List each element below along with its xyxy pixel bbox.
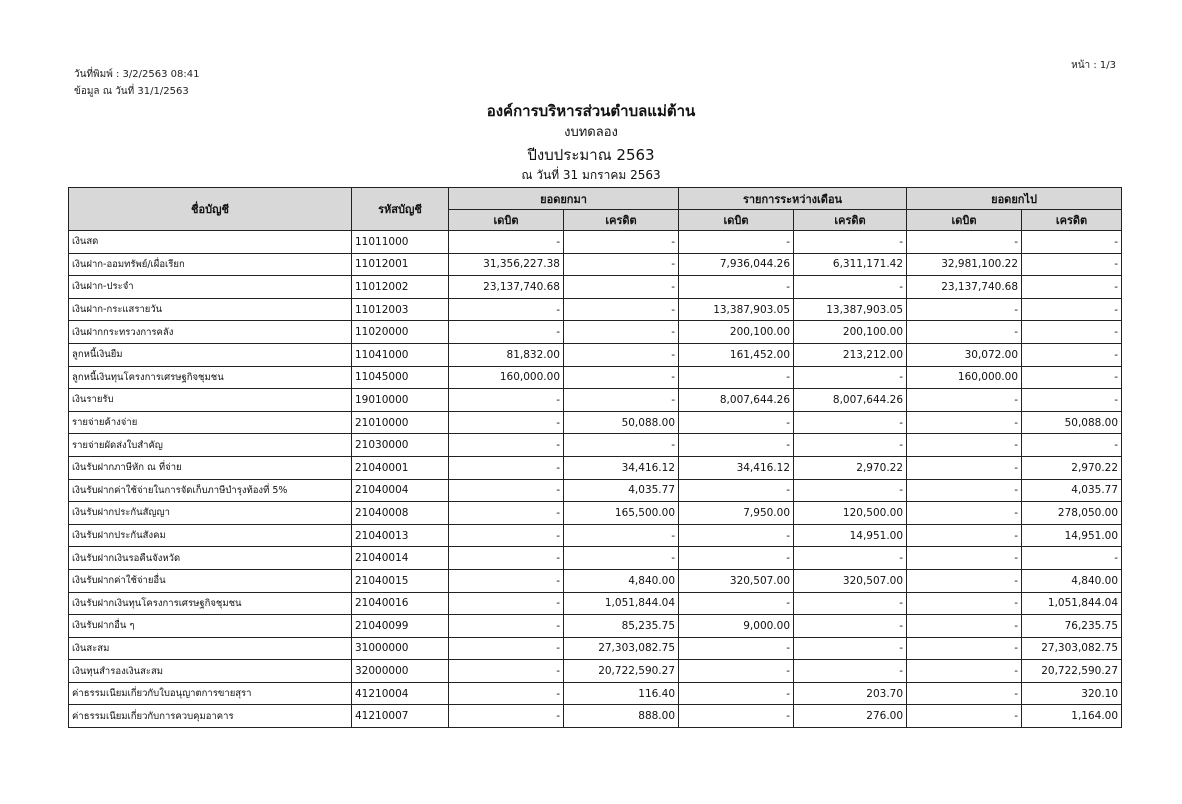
month-credit-cell: - <box>794 411 907 434</box>
opening-credit-cell: 34,416.12 <box>564 456 679 479</box>
opening-credit-cell: - <box>564 434 679 457</box>
header-month-debit: เดบิต <box>679 210 794 231</box>
fiscal-year: ปีงบประมาณ 2563 <box>527 146 655 164</box>
account-code-cell: 21040016 <box>352 592 449 615</box>
month-credit-cell: 13,387,903.05 <box>794 298 907 321</box>
opening-credit-cell: 116.40 <box>564 682 679 705</box>
opening-credit-cell: - <box>564 389 679 412</box>
opening-credit-cell: 85,235.75 <box>564 615 679 638</box>
month-credit-cell: - <box>794 231 907 254</box>
closing-debit-cell: 30,072.00 <box>907 343 1022 366</box>
opening-credit-cell: - <box>564 524 679 547</box>
table-row <box>69 705 1122 728</box>
month-debit-cell: - <box>679 637 794 660</box>
closing-debit-cell: - <box>907 434 1022 457</box>
month-credit-cell: 8,007,644.26 <box>794 389 907 412</box>
opening-credit-cell: - <box>564 253 679 276</box>
account-name-cell: เงินรับฝากภาษีหัก ณ ที่จ่าย <box>69 456 352 479</box>
opening-credit-cell: 1,051,844.04 <box>564 592 679 615</box>
account-name-cell: เงินรับฝากเงินทุนโครงการเศรษฐกิจชุมชน <box>69 592 352 615</box>
account-name-cell: เงินรับฝากประกันสังคม <box>69 524 352 547</box>
account-name-cell: เงินรับฝากเงินรอคืนจังหวัด <box>69 547 352 570</box>
opening-debit-cell: 23,137,740.68 <box>449 276 564 299</box>
closing-credit-cell: - <box>1022 231 1122 254</box>
month-debit-cell: - <box>679 231 794 254</box>
month-credit-cell: 203.70 <box>794 682 907 705</box>
opening-credit-cell: - <box>564 366 679 389</box>
opening-debit-cell: - <box>449 321 564 344</box>
account-code-cell: 31000000 <box>352 637 449 660</box>
opening-credit-cell: - <box>564 231 679 254</box>
opening-debit-cell: - <box>449 637 564 660</box>
report-header <box>0 100 1182 184</box>
closing-credit-cell: - <box>1022 321 1122 344</box>
month-debit-cell: - <box>679 434 794 457</box>
print-date: วันที่พิมพ์ : 3/2/2563 08:41 <box>74 69 200 80</box>
closing-debit-cell: - <box>907 637 1022 660</box>
report-title: งบทดลอง <box>564 125 618 140</box>
closing-credit-cell: 2,970.22 <box>1022 456 1122 479</box>
opening-credit-cell: 20,722,590.27 <box>564 660 679 683</box>
opening-credit-cell: 4,035.77 <box>564 479 679 502</box>
table-row <box>69 502 1122 525</box>
table-row <box>69 660 1122 683</box>
header-during-month: รายการระหว่างเดือน <box>679 188 907 210</box>
month-credit-cell: 120,500.00 <box>794 502 907 525</box>
month-debit-cell: 200,100.00 <box>679 321 794 344</box>
account-name-cell: เงินทุนสำรองเงินสะสม <box>69 660 352 683</box>
month-credit-cell: - <box>794 434 907 457</box>
account-code-cell: 11041000 <box>352 343 449 366</box>
account-name-cell: เงินรายรับ <box>69 389 352 412</box>
month-debit-cell: 8,007,644.26 <box>679 389 794 412</box>
month-debit-cell: - <box>679 660 794 683</box>
closing-credit-cell: 76,235.75 <box>1022 615 1122 638</box>
month-credit-cell: - <box>794 615 907 638</box>
opening-debit-cell: - <box>449 592 564 615</box>
account-name-cell: ลูกหนี้เงินยืม <box>69 343 352 366</box>
table-row <box>69 592 1122 615</box>
month-debit-cell: - <box>679 705 794 728</box>
account-code-cell: 11020000 <box>352 321 449 344</box>
account-code-cell: 11012001 <box>352 253 449 276</box>
opening-debit-cell: - <box>449 411 564 434</box>
closing-credit-cell: 320.10 <box>1022 682 1122 705</box>
table-row <box>69 615 1122 638</box>
month-debit-cell: 34,416.12 <box>679 456 794 479</box>
account-name-cell: ลูกหนี้เงินทุนโครงการเศรษฐกิจชุมชน <box>69 366 352 389</box>
opening-credit-cell: 165,500.00 <box>564 502 679 525</box>
month-debit-cell: - <box>679 479 794 502</box>
closing-credit-cell: 1,164.00 <box>1022 705 1122 728</box>
header-closing-debit: เดบิต <box>907 210 1022 231</box>
opening-debit-cell: - <box>449 547 564 570</box>
account-code-cell: 21040008 <box>352 502 449 525</box>
account-name-cell: เงินรับฝากค่าใช้จ่ายในการจัดเก็บภาษีบำรุงท้องที่ 5% <box>69 479 352 502</box>
table-row <box>69 343 1122 366</box>
header-closing-credit: เครดิต <box>1022 210 1122 231</box>
table-row <box>69 524 1122 547</box>
opening-credit-cell: 27,303,082.75 <box>564 637 679 660</box>
closing-debit-cell: - <box>907 502 1022 525</box>
opening-debit-cell: - <box>449 298 564 321</box>
month-debit-cell: 13,387,903.05 <box>679 298 794 321</box>
table-row <box>69 298 1122 321</box>
opening-credit-cell: - <box>564 298 679 321</box>
opening-debit-cell: 31,356,227.38 <box>449 253 564 276</box>
account-name-cell: เงินฝาก-กระแสรายวัน <box>69 298 352 321</box>
month-debit-cell: - <box>679 547 794 570</box>
account-code-cell: 11045000 <box>352 366 449 389</box>
month-credit-cell: 6,311,171.42 <box>794 253 907 276</box>
table-row <box>69 434 1122 457</box>
month-credit-cell: 200,100.00 <box>794 321 907 344</box>
opening-credit-cell: - <box>564 321 679 344</box>
table-row <box>69 253 1122 276</box>
opening-credit-cell: - <box>564 343 679 366</box>
closing-debit-cell: - <box>907 615 1022 638</box>
account-code-cell: 21030000 <box>352 434 449 457</box>
closing-debit-cell: - <box>907 660 1022 683</box>
table-row <box>69 637 1122 660</box>
closing-debit-cell: - <box>907 682 1022 705</box>
month-debit-cell: - <box>679 411 794 434</box>
month-credit-cell: - <box>794 637 907 660</box>
header-account-name: ชื่อบัญชี <box>69 188 352 231</box>
month-debit-cell: 7,936,044.26 <box>679 253 794 276</box>
opening-debit-cell: 81,832.00 <box>449 343 564 366</box>
closing-credit-cell: 278,050.00 <box>1022 502 1122 525</box>
account-code-cell: 11011000 <box>352 231 449 254</box>
month-debit-cell: 320,507.00 <box>679 569 794 592</box>
account-code-cell: 21040001 <box>352 456 449 479</box>
month-credit-cell: 14,951.00 <box>794 524 907 547</box>
table-row <box>69 276 1122 299</box>
closing-credit-cell: 14,951.00 <box>1022 524 1122 547</box>
month-debit-cell: 9,000.00 <box>679 615 794 638</box>
month-credit-cell: - <box>794 276 907 299</box>
account-code-cell: 11012003 <box>352 298 449 321</box>
account-code-cell: 11012002 <box>352 276 449 299</box>
account-name-cell: เงินฝาก-ออมทรัพย์/เผื่อเรียก <box>69 253 352 276</box>
closing-debit-cell: 160,000.00 <box>907 366 1022 389</box>
closing-debit-cell: - <box>907 569 1022 592</box>
opening-debit-cell: - <box>449 682 564 705</box>
closing-debit-cell: - <box>907 705 1022 728</box>
header-month-credit: เครดิต <box>794 210 907 231</box>
data-date: ข้อมูล ณ วันที่ 31/1/2563 <box>74 86 189 97</box>
closing-debit-cell: - <box>907 592 1022 615</box>
opening-credit-cell: - <box>564 276 679 299</box>
header-closing: ยอดยกไป <box>907 188 1122 210</box>
closing-debit-cell: - <box>907 547 1022 570</box>
closing-debit-cell: - <box>907 524 1022 547</box>
account-code-cell: 41210004 <box>352 682 449 705</box>
account-code-cell: 21010000 <box>352 411 449 434</box>
account-code-cell: 21040014 <box>352 547 449 570</box>
account-name-cell: เงินสะสม <box>69 637 352 660</box>
month-credit-cell: 213,212.00 <box>794 343 907 366</box>
closing-credit-cell: 27,303,082.75 <box>1022 637 1122 660</box>
closing-credit-cell: - <box>1022 276 1122 299</box>
account-code-cell: 21040099 <box>352 615 449 638</box>
opening-debit-cell: - <box>449 479 564 502</box>
account-name-cell: เงินฝาก-ประจำ <box>69 276 352 299</box>
account-code-cell: 21040004 <box>352 479 449 502</box>
closing-debit-cell: - <box>907 231 1022 254</box>
month-credit-cell: - <box>794 592 907 615</box>
table-row <box>69 479 1122 502</box>
month-debit-cell: 7,950.00 <box>679 502 794 525</box>
table-row <box>69 231 1122 254</box>
closing-debit-cell: 32,981,100.22 <box>907 253 1022 276</box>
month-debit-cell: - <box>679 524 794 547</box>
header-account-code: รหัสบัญชี <box>352 188 449 231</box>
opening-debit-cell: - <box>449 569 564 592</box>
account-code-cell: 21040015 <box>352 569 449 592</box>
account-name-cell: ค่าธรรมเนียมเกี่ยวกับใบอนุญาตการขายสุรา <box>69 682 352 705</box>
closing-credit-cell: 4,840.00 <box>1022 569 1122 592</box>
closing-debit-cell: - <box>907 389 1022 412</box>
month-credit-cell: - <box>794 479 907 502</box>
table-row <box>69 389 1122 412</box>
account-name-cell: เงินรับฝากอื่น ๆ <box>69 615 352 638</box>
account-code-cell: 41210007 <box>352 705 449 728</box>
table-row <box>69 321 1122 344</box>
closing-credit-cell: 1,051,844.04 <box>1022 592 1122 615</box>
opening-debit-cell: - <box>449 660 564 683</box>
month-debit-cell: - <box>679 276 794 299</box>
closing-credit-cell: 4,035.77 <box>1022 479 1122 502</box>
closing-debit-cell: - <box>907 479 1022 502</box>
trial-balance-table <box>68 187 1122 728</box>
month-credit-cell: 320,507.00 <box>794 569 907 592</box>
organization-title: องค์การบริหารส่วนตำบลแม่ต้าน <box>486 102 696 120</box>
account-code-cell: 32000000 <box>352 660 449 683</box>
table-row <box>69 569 1122 592</box>
header-opening-debit: เดบิต <box>449 210 564 231</box>
closing-credit-cell: - <box>1022 547 1122 570</box>
month-debit-cell: - <box>679 592 794 615</box>
closing-credit-cell: - <box>1022 253 1122 276</box>
account-name-cell: เงินฝากกระทรวงการคลัง <box>69 321 352 344</box>
month-credit-cell: - <box>794 547 907 570</box>
closing-credit-cell: - <box>1022 343 1122 366</box>
account-name-cell: เงินรับฝากประกันสัญญา <box>69 502 352 525</box>
opening-debit-cell: - <box>449 434 564 457</box>
report-meta <box>74 66 199 100</box>
closing-debit-cell: - <box>907 456 1022 479</box>
table-row <box>69 411 1122 434</box>
table-row <box>69 456 1122 479</box>
month-debit-cell: - <box>679 366 794 389</box>
table-row <box>69 547 1122 570</box>
month-credit-cell: - <box>794 660 907 683</box>
closing-credit-cell: 20,722,590.27 <box>1022 660 1122 683</box>
account-name-cell: ค่าธรรมเนียมเกี่ยวกับการควบคุมอาคาร <box>69 705 352 728</box>
month-debit-cell: - <box>679 682 794 705</box>
opening-debit-cell: - <box>449 456 564 479</box>
account-name-cell: เงินสด <box>69 231 352 254</box>
closing-debit-cell: 23,137,740.68 <box>907 276 1022 299</box>
closing-credit-cell: - <box>1022 434 1122 457</box>
closing-credit-cell: - <box>1022 298 1122 321</box>
account-code-cell: 21040013 <box>352 524 449 547</box>
month-credit-cell: 2,970.22 <box>794 456 907 479</box>
closing-credit-cell: - <box>1022 389 1122 412</box>
opening-credit-cell: 50,088.00 <box>564 411 679 434</box>
month-credit-cell: 276.00 <box>794 705 907 728</box>
opening-debit-cell: - <box>449 615 564 638</box>
opening-debit-cell: 160,000.00 <box>449 366 564 389</box>
as-of-date: ณ วันที่ 31 มกราคม 2563 <box>521 168 661 182</box>
account-code-cell: 19010000 <box>352 389 449 412</box>
account-name-cell: เงินรับฝากค่าใช้จ่ายอื่น <box>69 569 352 592</box>
opening-debit-cell: - <box>449 231 564 254</box>
header-opening-credit: เครดิต <box>564 210 679 231</box>
header-opening: ยอดยกมา <box>449 188 679 210</box>
ledger-body <box>69 231 1122 728</box>
opening-debit-cell: - <box>449 389 564 412</box>
account-name-cell: รายจ่ายผัดส่งใบสำคัญ <box>69 434 352 457</box>
closing-debit-cell: - <box>907 298 1022 321</box>
month-debit-cell: 161,452.00 <box>679 343 794 366</box>
closing-debit-cell: - <box>907 321 1022 344</box>
table-row <box>69 682 1122 705</box>
page-number: หน้า : 1/3 <box>1071 60 1116 71</box>
month-credit-cell: - <box>794 366 907 389</box>
closing-debit-cell: - <box>907 411 1022 434</box>
opening-debit-cell: - <box>449 524 564 547</box>
opening-debit-cell: - <box>449 705 564 728</box>
closing-credit-cell: - <box>1022 366 1122 389</box>
table-row <box>69 366 1122 389</box>
opening-debit-cell: - <box>449 502 564 525</box>
account-name-cell: รายจ่ายค้างจ่าย <box>69 411 352 434</box>
opening-credit-cell: - <box>564 547 679 570</box>
closing-credit-cell: 50,088.00 <box>1022 411 1122 434</box>
opening-credit-cell: 4,840.00 <box>564 569 679 592</box>
opening-credit-cell: 888.00 <box>564 705 679 728</box>
